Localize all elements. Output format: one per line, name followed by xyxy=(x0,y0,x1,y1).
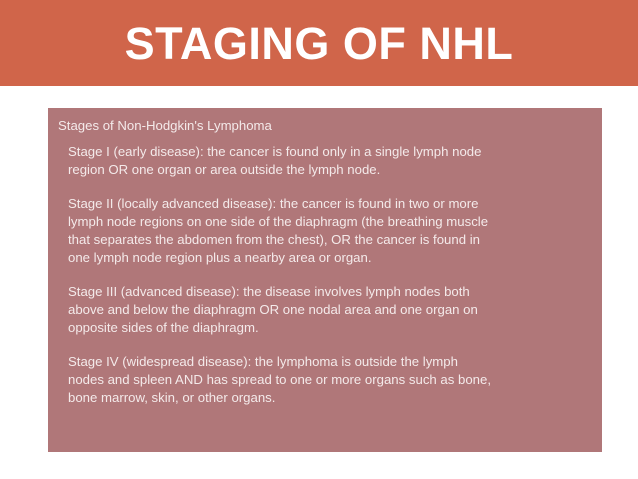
stage-1-line-1: Stage I (early disease): the cancer is found only in a single lymph node xyxy=(68,144,482,159)
stage-2-line-2: lymph node regions on one side of the diaphragm (the breathing muscle xyxy=(68,214,489,229)
stage-2-line-1: Stage II (locally advanced disease): the cancer is found in two or more xyxy=(68,196,479,211)
title-bar xyxy=(0,0,638,86)
stage-2-line-3: that separates the abdomen from the chest), OR the cancer is found in xyxy=(68,232,480,247)
stage-3-line-2: above and below the diaphragm OR one nodal area and one organ on xyxy=(68,302,478,317)
stage-4-line-1: Stage IV (widespread disease): the lymphoma is outside the lymph xyxy=(68,354,458,369)
stages-content-box xyxy=(48,108,602,452)
stage-4-paragraph xyxy=(68,353,600,407)
stage-1-line-2: region OR one organ or area outside the lymph node. xyxy=(68,162,381,177)
stage-2-paragraph xyxy=(68,195,600,267)
stages-heading: Stages of Non-Hodgkin's Lymphoma xyxy=(58,118,272,133)
stage-4-line-2: nodes and spleen AND has spread to one or more organs such as bone, xyxy=(68,372,492,387)
stage-3-paragraph xyxy=(68,283,600,337)
stage-3-line-1: Stage III (advanced disease): the disease involves lymph nodes both xyxy=(68,284,470,299)
stage-3-line-3: opposite sides of the diaphragm. xyxy=(68,320,259,335)
stage-2-line-4: one lymph node region plus a nearby area or organ. xyxy=(68,250,372,265)
stage-4-line-3: bone marrow, skin, or other organs. xyxy=(68,390,276,405)
slide-title: STAGING OF NHL xyxy=(124,18,514,69)
stage-1-paragraph xyxy=(68,143,600,179)
